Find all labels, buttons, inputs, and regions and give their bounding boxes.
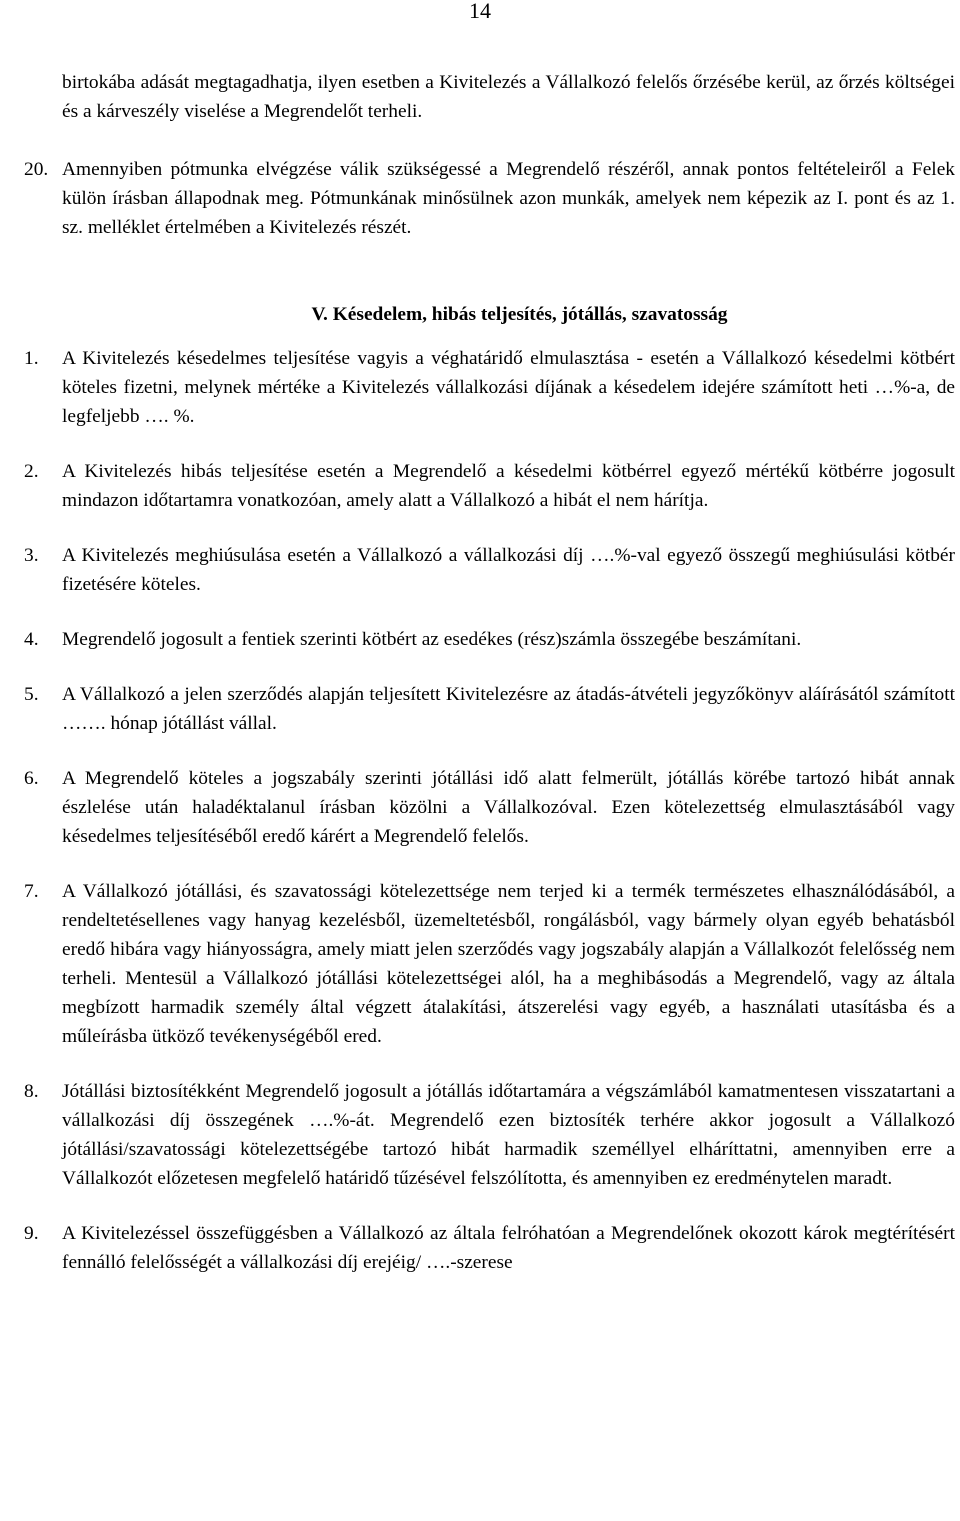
clause-text: Jótállási biztosítékként Megrendelő jogosult a jótállás időtartamára a végszámlából kamatmentesen visszatartani a vállalkozási díj összegének ….%-át. Megrendelő ezen biztosíték terhére akkor jogosult a Vállalkozó jótállási/szavatossági kötelezettségébe tartozó hibát harmadik személlyel elháríttatni, amennyiben erre a Vállalkozót előzetesen megfelelő határidő tűzésével felszólította, és amennyiben ez eredménytelen maradt. [62,1081,955,1189]
clause-4 [24,625,955,654]
section-heading: V. Késedelem, hibás teljesítés, jótállás, szavatosság [311,304,728,325]
clause-2 [24,457,955,515]
clause-number: 8. [24,1081,39,1102]
clause-6 [24,764,955,851]
clause-number: 5. [24,684,39,705]
clause-9 [24,1219,955,1277]
clause-number: 1. [24,348,39,369]
clause-text: A Kivitelezéssel összefüggésben a Vállalkozó az általa felróhatóan a Megrendelőnek okozott károk megtérítésért fennálló felelősségét a vállalkozási díj erejéig/ ….-szerese [62,1223,955,1273]
clause-text: A Kivitelezés késedelmes teljesítése vagyis a véghatáridő elmulasztása - esetén a Vállalkozó késedelmi kötbért köteles fizetni, melynek mértéke a Kivitelezés vállalkozási díjának a késedelem idejére számított heti …%-a, de legfeljebb …. %. [62,348,955,427]
document-body [24,68,955,1277]
clause-1 [24,344,955,431]
clause-number: 4. [24,629,39,650]
clause-number: 6. [24,768,39,789]
clause-text: Amennyiben pótmunka elvégzése válik szükségessé a Megrendelő részéről, annak pontos feltételeiről a Felek külön írásban állapodnak meg. Pótmunkának minősülnek azon munkák, amelyek nem képezik az I. pont és az 1. sz. melléklet értelmében a Kivitelezés részét. [62,159,955,238]
clause-text: A Megrendelő köteles a jogszabály szerinti jótállási idő alatt felmerült, jótállás körébe tartozó hibát annak észlelése után haladéktalanul írásban közölni a Vállalkozóval. Ezen kötelezettség elmulasztásából vagy késedelmes teljesítéséből eredő kárért a Megrendelő felelős. [62,768,955,847]
clause-5 [24,680,955,738]
clause-text: A Vállalkozó a jelen szerződés alapján teljesített Kivitelezésre az átadás-átvételi jegyzőkönyv aláírásától számított ……. hónap jótállást vállal. [62,684,955,734]
clause-text: A Kivitelezés hibás teljesítése esetén a Megrendelő a késedelmi kötbérrel egyező mértékű kötbérre jogosult mindazon időtartamra vonatkozóan, amely alatt a Vállalkozó a hibát el nem hárítja. [62,461,955,511]
clause-8 [24,1077,955,1193]
clause-7 [24,877,955,1051]
page-number: 14 [469,0,491,23]
clause-text: Megrendelő jogosult a fentiek szerinti kötbért az esedékes (rész)számla összegébe beszámítani. [62,629,802,650]
clause-number: 3. [24,545,39,566]
clause-number: 20. [24,159,49,180]
clause-number: 7. [24,881,39,902]
clause-text: A Kivitelezés meghiúsulása esetén a Vállalkozó a vállalkozási díj ….%-val egyező összegű meghiúsulási kötbér fizetésére köteles. [62,545,955,595]
clause-number: 2. [24,461,39,482]
clause-number: 9. [24,1223,39,1244]
clause-text: A Vállalkozó jótállási, és szavatossági kötelezettsége nem terjed ki a termék természetes elhasználódásából, a rendeltetésellenes vagy hanyag kezelésből, üzemeltetésből, rongálásból, vagy bármely olyan egyéb behatásból eredő hibára vagy hiányosságra, amely miatt jelen szerződés vagy jogszabály alapján a Vállalkozót felelősség nem terheli. Mentesül a Vállalkozó jótállási kötelezettségei alól, ha a meghibásodás a Megrendelő, vagy az általa megbízott harmadik személy által végzett átalakítási, átszerelési vagy egyéb, a használati utasításba és a műleírásba ütköző tevékenységéből ered. [62,881,955,1047]
clause-20 [24,155,955,242]
intro-paragraph: birtokába adását megtagadhatja, ilyen esetben a Kivitelezés a Vállalkozó felelős őrzésébe kerül, az őrzés költségei és a kárveszély viselése a Megrendelőt terheli. [62,72,955,122]
clause-3 [24,541,955,599]
